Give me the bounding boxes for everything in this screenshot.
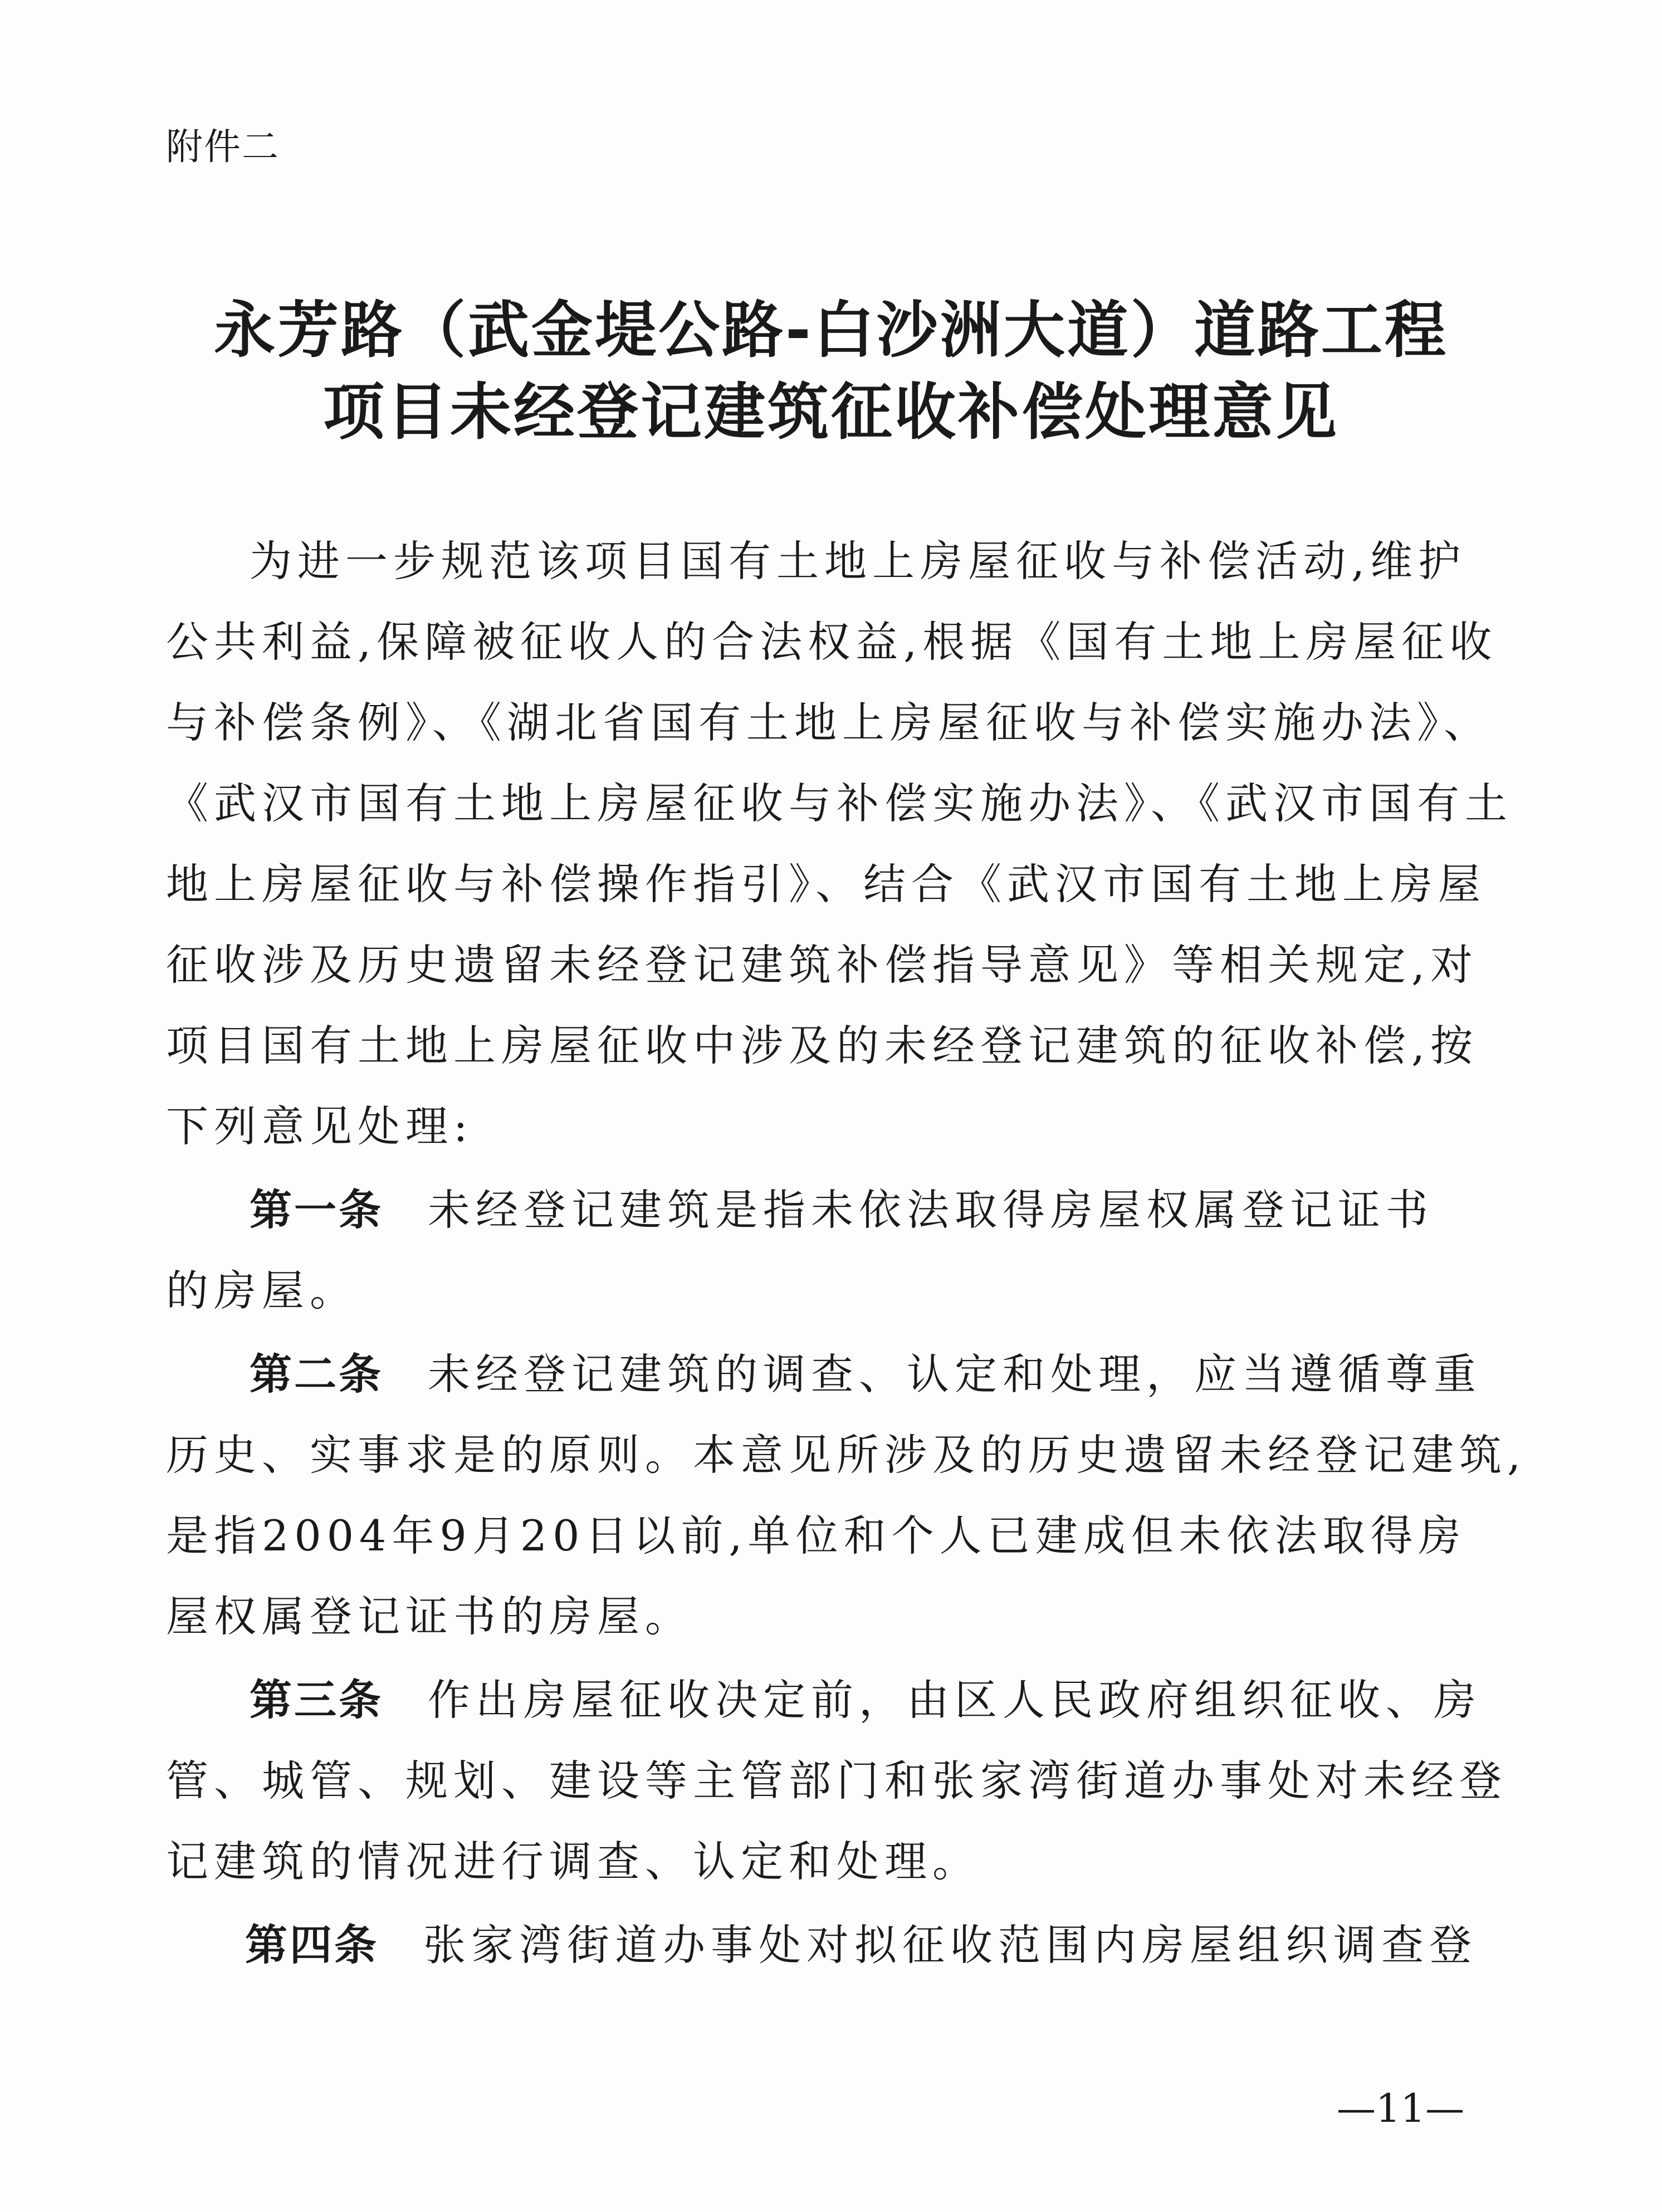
article-2-line-4: 屋权属登记证书的房屋。 (166, 1592, 693, 1641)
intro-line-1: 为进一步规范该项目国有土地上房屋征收与补偿活动,维护 (250, 536, 1467, 586)
article-2-heading: 第二条 (250, 1349, 383, 1399)
article-4 (245, 1919, 1576, 1972)
article-1-text: 未经登记建筑是指未依法取得房屋权属登记证书 (428, 1185, 1434, 1235)
article-4-text: 张家湾街道办事处对拟征收范围内房屋组织调查登 (423, 1920, 1477, 1970)
article-2-text: 未经登记建筑的调查、认定和处理，应当遵循尊重 (428, 1349, 1482, 1399)
article-4-heading: 第四条 (245, 1920, 379, 1970)
intro-line-3: 与补偿条例》、《湖北省国有土地上房屋征收与补偿实施办法》、 (166, 698, 1492, 747)
document-title-line-2: 项目未经登记建筑征收补偿处理意见 (323, 376, 1339, 448)
article-3-line-3: 记建筑的情况进行调查、认定和处理。 (166, 1837, 980, 1886)
article-2 (250, 1348, 1497, 1401)
document-title-line-1: 永芳路（武金堤公路-白沙洲大道）道路工程 (214, 295, 1448, 366)
article-2-line-2: 历史、实事求是的原则。本意见所涉及的历史遗留未经登记建筑, (166, 1430, 1527, 1480)
article-2-line-3: 是指2004年9月20日以前,单位和个人已建成但未依法取得房 (166, 1511, 1467, 1560)
article-3-line-2: 管、城管、规划、建设等主管部门和张家湾街道办事处对未经登 (166, 1756, 1507, 1805)
attachment-label: 附件二 (166, 125, 280, 168)
intro-line-4: 《武汉市国有土地上房屋征收与补偿实施办法》、《武汉市国有土 (166, 779, 1513, 828)
intro-line-5: 地上房屋征收与补偿操作指引》、结合《武汉市国有土地上房屋 (166, 859, 1486, 909)
article-3-text: 作出房屋征收决定前，由区人民政府组织征收、房 (428, 1675, 1482, 1725)
intro-line-7: 项目国有土地上房屋征收中涉及的未经登记建筑的征收补偿,按 (166, 1021, 1479, 1070)
page-number: —11— (1337, 2086, 1465, 2131)
article-1-heading: 第一条 (250, 1185, 383, 1235)
intro-line-2: 公共利益,保障被征收人的合法权益,根据《国有土地上房屋征收 (166, 617, 1498, 667)
article-3-heading: 第三条 (250, 1675, 383, 1725)
intro-line-6: 征收涉及历史遗留未经登记建筑补偿指导意见》等相关规定,对 (166, 940, 1479, 990)
intro-line-8: 下列意见处理: (166, 1102, 473, 1151)
article-3 (250, 1673, 1497, 1727)
article-1 (250, 1183, 1497, 1237)
article-1-line-2: 的房屋。 (166, 1266, 358, 1315)
